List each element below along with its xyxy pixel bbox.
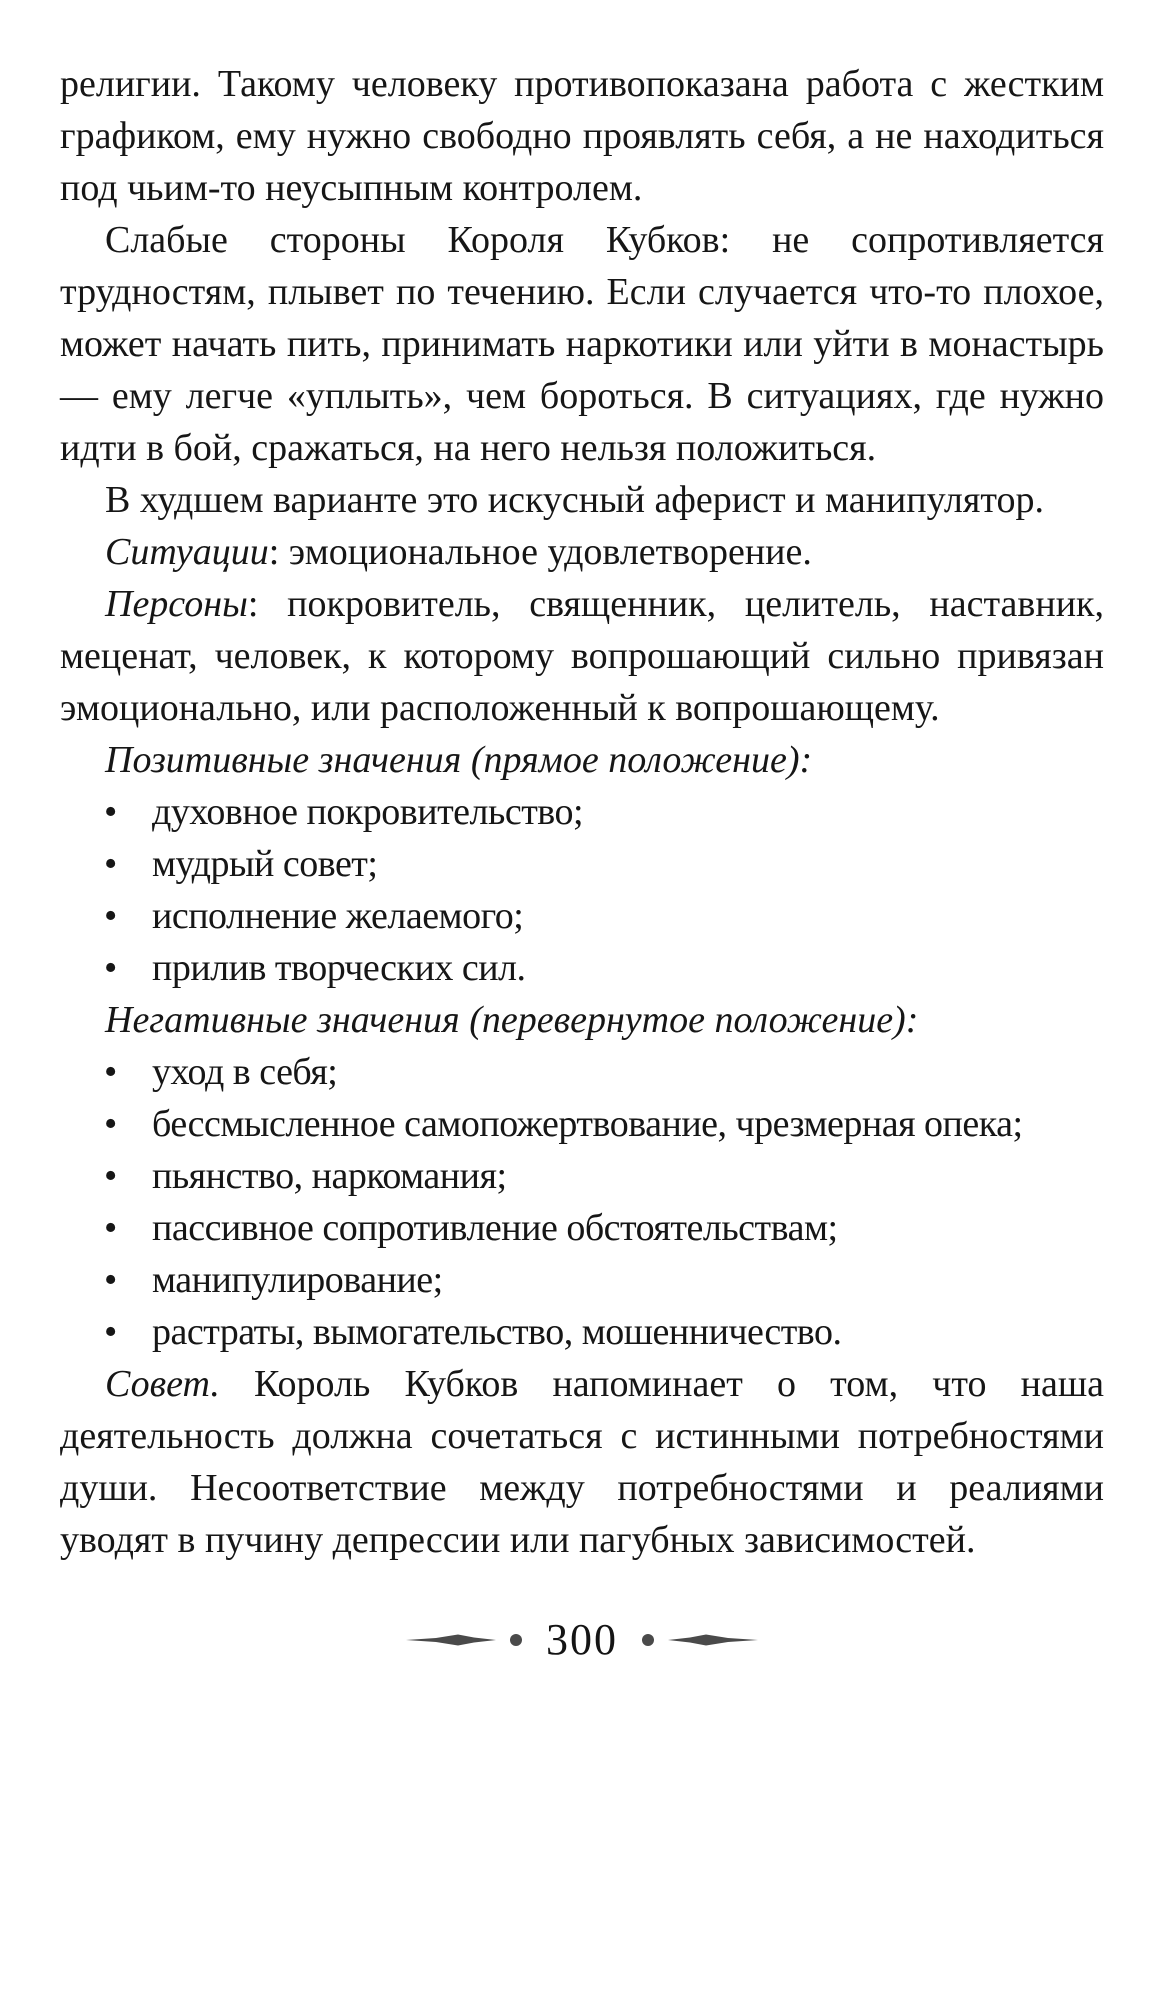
positive-values-list	[60, 786, 1104, 994]
list-item-text: пассивное сопротивление обстоятельствам;	[152, 1207, 838, 1249]
paragraph-situations	[60, 526, 1104, 578]
bullet-icon: •	[104, 1207, 118, 1249]
list-item-text: уход в себя;	[152, 1051, 338, 1093]
list-item	[60, 942, 1104, 994]
list-item-text: прилив творческих сил.	[152, 947, 526, 989]
bullet-icon: •	[104, 1311, 118, 1353]
list-item	[60, 890, 1104, 942]
list-item-text: исполнение желаемого;	[152, 895, 524, 937]
list-item	[60, 786, 1104, 838]
paragraph-weak-sides: Слабые стороны Короля Кубков: не сопротивляется трудностям, плывет по течению. Если случается что-то плохое, может начать пить, принимать наркотики или уйти в монастырь — ему легче «уплыть», чем бороться. В ситуациях, где нужно идти в бой, сражаться, на него нельзя положиться.	[60, 219, 1104, 469]
paragraph-advice	[60, 1358, 1104, 1566]
page-footer	[60, 1615, 1104, 1664]
ornament-right-icon	[668, 1633, 758, 1647]
bullet-icon: •	[104, 791, 118, 833]
list-item-text: растраты, вымогательство, мошенничество.	[152, 1311, 842, 1353]
list-item	[60, 1202, 1104, 1254]
bullet-icon: •	[104, 895, 118, 937]
situations-text: : эмоциональное удовлетворение.	[268, 531, 812, 573]
bullet-icon: •	[104, 947, 118, 989]
list-item-text: пьянство, наркомания;	[152, 1155, 507, 1197]
bullet-icon: •	[104, 1051, 118, 1093]
list-item-text: мудрый совет;	[152, 843, 378, 885]
persons-label: Персоны	[105, 583, 248, 625]
paragraph-worst-case: В худшем варианте это искусный аферист и манипулятор.	[105, 479, 1044, 521]
bullet-icon: •	[104, 1155, 118, 1197]
list-item	[60, 1150, 1104, 1202]
ornament-dot-icon	[642, 1634, 654, 1646]
list-item	[60, 838, 1104, 890]
paragraph-continuation: религии. Такому человеку противопоказана работа с жестким графиком, ему нужно свободно проявлять себя, а не находиться под чьим-то неусыпным контролем.	[60, 63, 1104, 209]
advice-label: Совет.	[105, 1363, 220, 1405]
list-item	[60, 1254, 1104, 1306]
list-item-text: духовное покровительство;	[152, 791, 584, 833]
list-item-text: манипулирование;	[152, 1259, 443, 1301]
persons-text: : покровитель, священник, целитель, наставник, меценат, человек, к которому вопрошающий сильно привязан эмоционально, или расположенный к вопрошающему.	[60, 583, 1104, 729]
ornament-left-icon	[406, 1633, 496, 1647]
situations-label: Ситуации	[105, 531, 269, 573]
list-item	[60, 1098, 1104, 1150]
bullet-icon: •	[104, 1259, 118, 1301]
advice-text: Король Кубков напоминает о том, что наша деятельность должна сочетаться с истинными потребностями души. Несоответствие между потребностями и реалиями уводят в пучину депрессии или пагубных зависимостей.	[60, 1363, 1104, 1561]
list-item	[60, 1046, 1104, 1098]
negative-values-heading: Негативные значения (перевернутое положение):	[105, 999, 919, 1041]
page-number: 300	[546, 1615, 618, 1664]
bullet-icon: •	[104, 843, 118, 885]
bullet-icon: •	[104, 1103, 118, 1145]
positive-values-heading: Позитивные значения (прямое положение):	[105, 739, 813, 781]
paragraph-persons	[60, 578, 1104, 734]
ornament-dot-icon	[510, 1634, 522, 1646]
list-item-text: бессмысленное самопожертвование, чрезмерная опека;	[152, 1103, 1023, 1145]
negative-values-list	[60, 1046, 1104, 1358]
list-item	[60, 1306, 1104, 1358]
